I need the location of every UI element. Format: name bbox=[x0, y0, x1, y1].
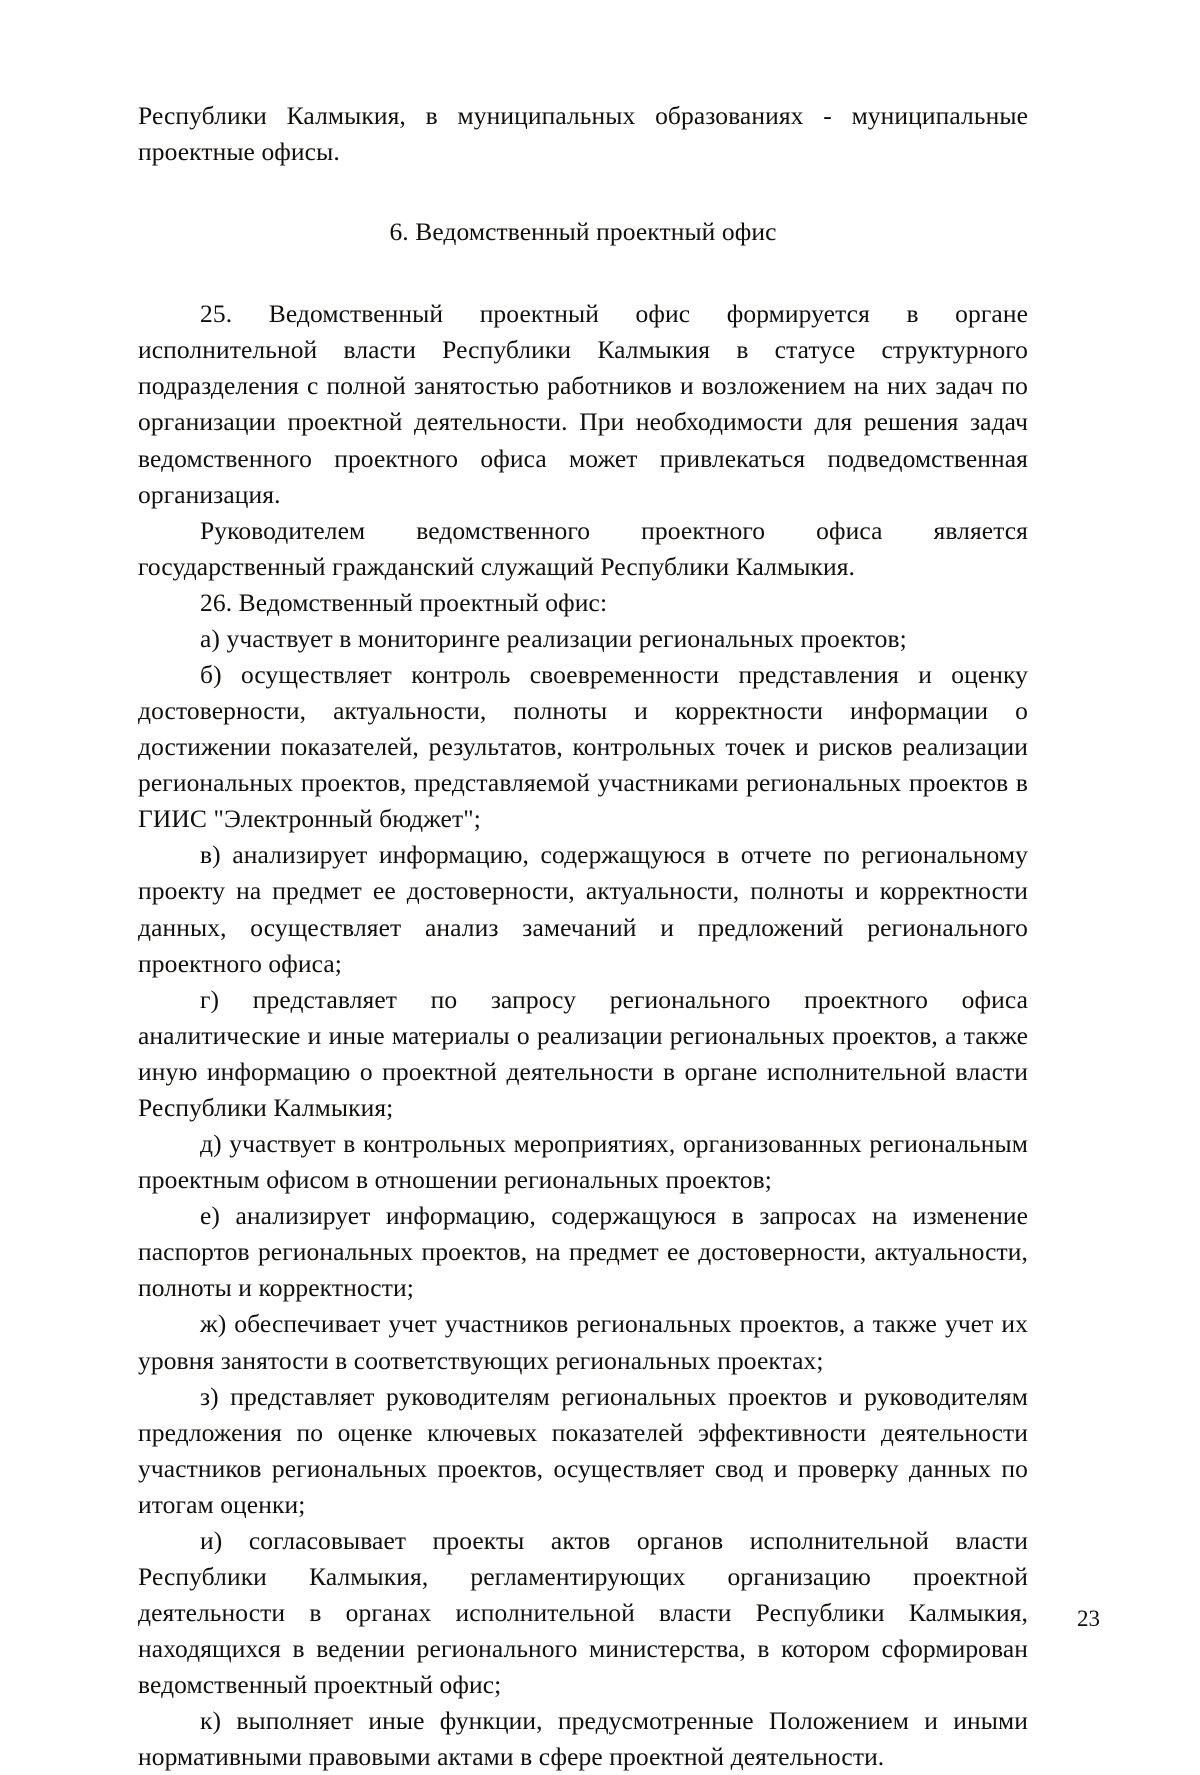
paragraph-item-26-k: к) выполняет иные функции, предусмотренные Положением и иными нормативными правовыми актами в сфере проектной деятельности. bbox=[138, 1706, 1028, 1772]
document-body bbox=[138, 98, 1028, 1775]
paragraph-item-26: 26. Ведомственный проектный офис: bbox=[200, 587, 608, 617]
paragraph-item-26-g: г) представляет по запросу регионального проектного офиса аналитические и иные материалы о реализации региональных проектов, а также иную информацию о проектной деятельности в органе исполнительной власти Республики Калмыкия; bbox=[138, 984, 1028, 1122]
page-number: 23 bbox=[1077, 1606, 1100, 1631]
paragraph-item-26-v: в) анализирует информацию, содержащуюся в отчете по региональному проекту на предмет ее достоверности, актуальности, полноты и корректности данных, осуществляет анализ замечаний и предложений регионального проектного офиса; bbox=[138, 840, 1028, 978]
paragraph-item-26-z: з) представляет руководителям региональных проектов и руководителям предложения по оценке ключевых показателей эффективности деятельности участников региональных проектов, осуществляет свод и проверку данных по итогам оценки; bbox=[138, 1381, 1028, 1519]
paragraph-item-25: 25. Ведомственный проектный офис формируется в органе исполнительной власти Республики Калмыкия в статусе структурного подразделения с полной занятостью работников и возложением на них задач по организации проектной деятельности. При необходимости для решения задач ведомственного проектного офиса может привлекаться подведомственная организация. bbox=[138, 299, 1028, 509]
paragraph-item-26-b: б) осуществляет контроль своевременности представления и оценку достоверности, актуальности, полноты и корректности информации о достижении показателей, результатов, контрольных точек и рисков реализации региональных проектов, представляемой участниками региональных проектов в ГИИС "Электронный бюджет"; bbox=[138, 660, 1028, 834]
paragraph-continuation: Республики Калмыкия, в муниципальных образованиях - муниципальные проектные офисы. bbox=[138, 101, 1028, 167]
paragraph-item-26-e: е) анализирует информацию, содержащуюся в запросах на изменение паспортов региональных проектов, на предмет ее достоверности, актуальности, полноты и корректности; bbox=[138, 1201, 1028, 1303]
paragraph-item-26-i: и) согласовывает проекты актов органов исполнительной власти Республики Калмыкия, регламентирующих организацию проектной деятельности в органах исполнительной власти Республики Калмыкия, находящихся в ведении регионального министерства, в котором сформирован ведомственный проектный офис; bbox=[138, 1525, 1028, 1700]
section-heading: 6. Ведомственный проектный офис bbox=[389, 217, 777, 247]
paragraph-item-26-zh: ж) обеспечивает учет участников региональных проектов, а также учет их уровня занятости в соответствующих региональных проектах; bbox=[138, 1309, 1028, 1375]
paragraph-item-25-head: Руководителем ведомственного проектного офиса является государственный гражданский служащий Республики Калмыкия. bbox=[138, 515, 1028, 581]
paragraph-item-26-a: а) участвует в мониторинге реализации региональных проектов; bbox=[200, 623, 907, 653]
paragraph-item-26-d: д) участвует в контрольных мероприятиях, организованных региональным проектным офисом в отношении региональных проектов; bbox=[138, 1129, 1028, 1195]
